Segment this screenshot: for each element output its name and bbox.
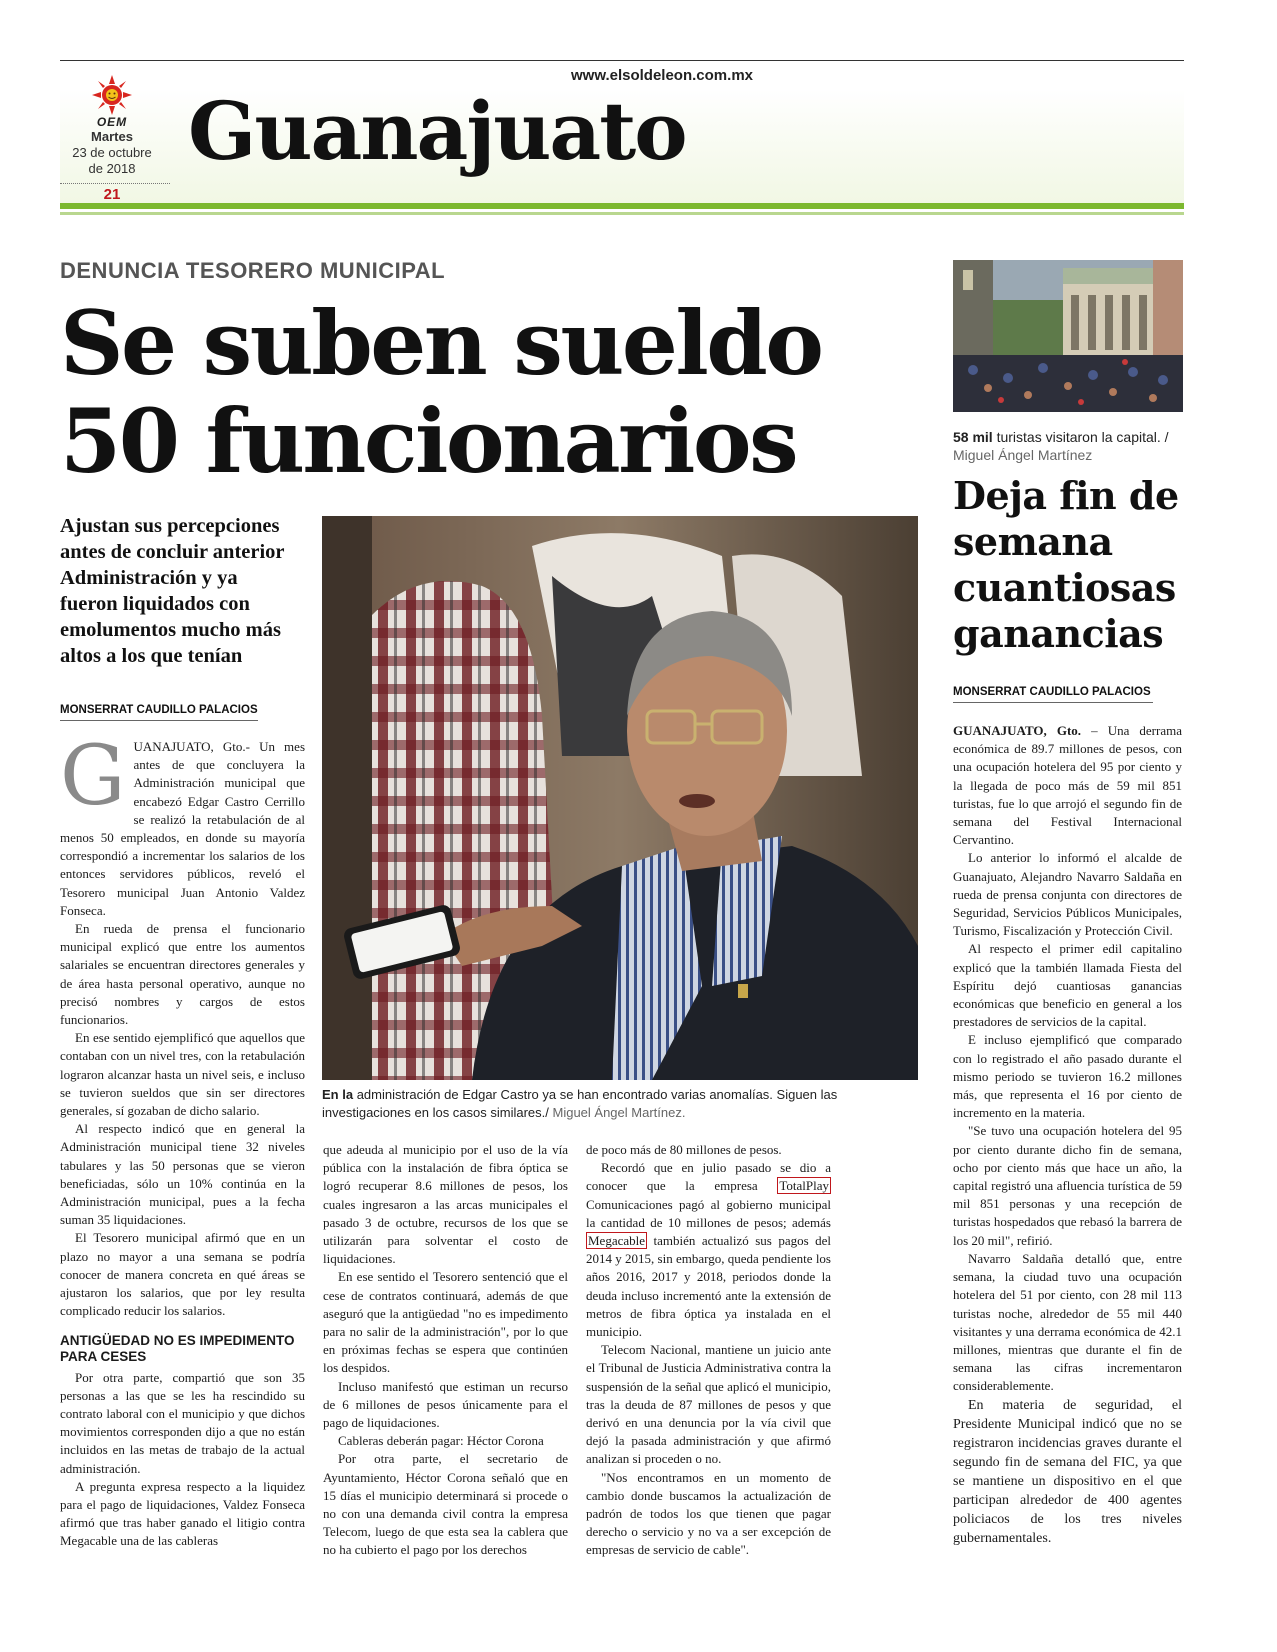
article-column-1 [60, 729, 305, 1551]
article-column-3 [586, 1141, 831, 1560]
sidebar-photo [953, 260, 1183, 412]
sidebar-byline: MONSERRAT CAUDILLO PALACIOS [953, 686, 1153, 703]
paragraph: En materia de seguridad, el Presidente Municipal indicó que no se registraron incidencias graves durante el segundo fin de semana del FIC, ya que se mantiene un dispositivo en el que participan alrededor de 400 agentes policiacos de los tres niveles gubernamentales. [953, 1397, 1182, 1546]
highlight-totalplay: TotalPlay [779, 1178, 829, 1194]
green-rule-light [60, 212, 1184, 215]
drop-cap: G [60, 729, 126, 824]
paragraph: El Tesorero municipal afirmó que en un plazo no mayor a una semana se podría conocer de manera concreta en qué áreas se ajustaron los salarios, que por ley resulta complicado reducir los salarios. [60, 1230, 305, 1319]
paragraph: GUANAJUATO, Gto.- Un mes antes de que concluyera la Administración municipal que encabezó Edgar Castro Cerrillo se realizó la retabulación de al menos 50 empleados, en donde su mayoría correspondió a incrementar los salarios de los entonces servidores públicos, reveló el Tesorero municipal Juan Antonio Valdez Fonseca. [60, 729, 305, 918]
paragraph: "Se tuvo una ocupación hotelera del 95 por ciento durante dicho fin de semana, ocho por ciento más que hace un año, la capital registró una afluencia turística de 59 mil 851 personas y una recepción de turistas hospedados que rebasó la barrera de los 20 mil", refirió. [953, 1123, 1182, 1248]
headline-line-2: 50 funcionarios [60, 389, 797, 493]
divider [60, 183, 170, 184]
photo-credit: Miguel Ángel Martínez [953, 447, 1093, 463]
page-number: 21 [103, 186, 121, 203]
paragraph: GUANAJUATO, Gto. – Una derrama económica de 89.7 millones de pesos, con una ocupación hotelera del 95 por ciento y la llegada de poco más de 59 mil 851 turistas, fue lo que arrojó el segundo fin de semana del Festival Internacional Cervantino. [953, 723, 1182, 848]
story-byline: MONSERRAT CAUDILLO PALACIOS [60, 704, 258, 721]
paragraph: A pregunta expresa respecto a la liquidez para el pago de liquidaciones, Valdez Fonseca afirmó que tras haber ganado el litigio contra Megacable una de las cableras [60, 1478, 305, 1549]
site-url[interactable]: www.elsoldeleon.com.mx [571, 67, 753, 84]
paragraph: Cableras deberán pagar: Héctor Corona [338, 1433, 544, 1449]
story-kicker: DENUNCIA TESORERO MUNICIPAL [60, 258, 446, 283]
caption-text: administración de Edgar Castro ya se han encontrado varias anomalías. Siguen las investigaciones en los casos similares./ [322, 1087, 838, 1120]
article-column-2 [323, 1141, 568, 1560]
masthead [60, 60, 1184, 204]
paragraph: Recordó que en julio pasado se dio a conocer que la empresa TotalPlay Comunicaciones pagó al gobierno municipal la cantidad de 10 millones de pesos; además Megacable también actualizó sus pagos del 2014 y 2015, sin embargo, queda pendiente los años 2016, 2017 y 2018, periodos donde la deuda incluso incrementó ante la extensión de metros de fibra óptica ya instalada en el municipio. [586, 1160, 831, 1340]
sun-logo-icon [92, 75, 132, 115]
photo-caption [322, 1086, 918, 1122]
photo-credit: Miguel Ángel Martínez. [548, 1105, 686, 1120]
green-rule [60, 203, 1184, 209]
paragraph: E incluso ejemplificó que comparado con lo registrado el año pasado durante el mismo periodo se tuvieron 16.2 millones más, que representa el 16 por ciento de incremento en la materia. [953, 1032, 1182, 1121]
paragraph: Por otra parte, el secretario de Ayuntamiento, Héctor Corona señaló que en 15 días el municipio determinará si procede o no con una demanda civil contra la empresa Telecom, luego de que esta sea la cablera que no ha cubierto el pago por los derechos [323, 1451, 568, 1558]
paragraph: que adeuda al municipio por el uso de la vía pública con la instalación de fibra óptica se logró recuperar 8.6 millones de pesos, los cuales ingresaron a las arcas municipales el pasado 3 de octubre, recursos de los que se utilizarán para solventar el costo de liquidaciones. [323, 1142, 568, 1267]
crowd-plaza-photo [953, 260, 1183, 412]
caption-lead: En la [322, 1087, 354, 1102]
paragraph: Incluso manifestó que estiman un recurso de 6 millones de pesos únicamente para el pago de liquidaciones. [323, 1378, 568, 1431]
main-photo [322, 516, 918, 1080]
dateline: GUANAJUATO, Gto. [953, 723, 1082, 738]
issue-date-line2: de 2018 [88, 161, 136, 176]
paragraph: Lo anterior lo informó el alcalde de Guanajuato, Alejandro Navarro Saldaña en rueda de prensa conjunta con directores de Seguridad, Servicios Públicos Municipales, Turismo, Fiscalización y Protección Civil. [953, 850, 1182, 939]
sidebar-photo-caption [953, 428, 1183, 464]
paragraph: Por otra parte, compartió que son 35 personas a las que se les ha rescindido su contrato laboral con el municipio y que dichos movimientos corresponden dijo a que no están incluidos en las metas de trabajo de la actual administración. [60, 1369, 305, 1476]
subheading: ANTIGÜEDAD NO ES IMPEDIMENTO PARA CESES [60, 1332, 295, 1364]
paragraph: Navarro Saldaña detalló que, entre semana, la ciudad tuvo una ocupación hotelera del 51 por ciento, con 28 mil 113 turistas noche, alrededor de 55 mil 440 visitantes y una derrama económica de 42.1 millones, mientras que durante el fin de semana las cifras incrementaron considerablemente. [953, 1250, 1182, 1394]
paragraph: Al respecto el primer edil capitalino explicó que la también llamada Fiesta del Espíritu dejó cuantiosas ganancias económicas que beneficio en general a los prestadores de servicios de la capital. [953, 941, 1182, 1030]
highlight-megacable: Megacable [588, 1233, 646, 1249]
paragraph: Telecom Nacional, mantiene un juicio ante el Tribunal de Justicia Administrativa contra la suspensión de la señal que aplicó el municipio, tras la deuda de 87 millones de pesos y que derivó en una denuncia por la vía civil que dejó la pasada administración y que afirmó analizan si proceden o no. [586, 1342, 831, 1467]
caption-lead: 58 mil [953, 429, 993, 445]
paragraph: En ese sentido ejemplificó que aquellos que contaban con un nivel tres, con la retabulación lograron alcanzar hasta un nivel seis, e incluso se tuvieron sueldos que sin ser directores generales, sí gozaban de dicho salario. [60, 1030, 305, 1119]
paragraph: En ese sentido el Tesorero sentenció que el cese de contratos continuará, además de que aseguró que la antigüedad "no es impedimento para no salir de la administración", por lo que en próximas fechas se espera que continúen los despidos. [323, 1269, 568, 1376]
paragraph: Al respecto indicó que en general la Administración municipal tiene 32 niveles tabulares y las 50 personas que se vieron beneficiadas, sólo un 10% continúa en la Administración municipal, pues a la fecha suman 35 liquidaciones. [60, 1121, 305, 1228]
issue-day: Martes [91, 129, 133, 144]
issue-date [60, 129, 164, 177]
issue-date-line1: 23 de octubre [72, 145, 152, 160]
sidebar-headline: Deja fin de semana cuantiosas ganancias [953, 473, 1179, 656]
paragraph: En rueda de prensa el funcionario municipal explicó que entre los aumentos salariales se encuentran directores generales y de área hasta personal operativo, aunque no precisó nombres y cargos de estos funcionarios. [60, 921, 305, 1028]
paragraph: "Nos encontramos en un momento de cambio donde buscamos la actualización de padrón de todos los que tienen que pagar derecho o servicio y no va a ser excepción de empresas de servicio de cable". [586, 1469, 831, 1558]
story-headline [60, 291, 880, 493]
official-speaking-photo [322, 516, 918, 1080]
sidebar-article-column [953, 722, 1182, 1548]
section-title: Guanajuato [188, 84, 686, 178]
brand-mark: OEM [96, 115, 128, 129]
caption-text: turistas visitaron la capital. / [992, 429, 1169, 445]
story-deck: Ajustan sus percepciones antes de concluir anterior Administración y ya fueron liquidados con emolumentos mucho más altos a los que tenían [60, 515, 285, 667]
headline-line-1: Se suben sueldo [60, 291, 822, 395]
paragraph: de poco más de 80 millones de pesos. [586, 1142, 782, 1157]
